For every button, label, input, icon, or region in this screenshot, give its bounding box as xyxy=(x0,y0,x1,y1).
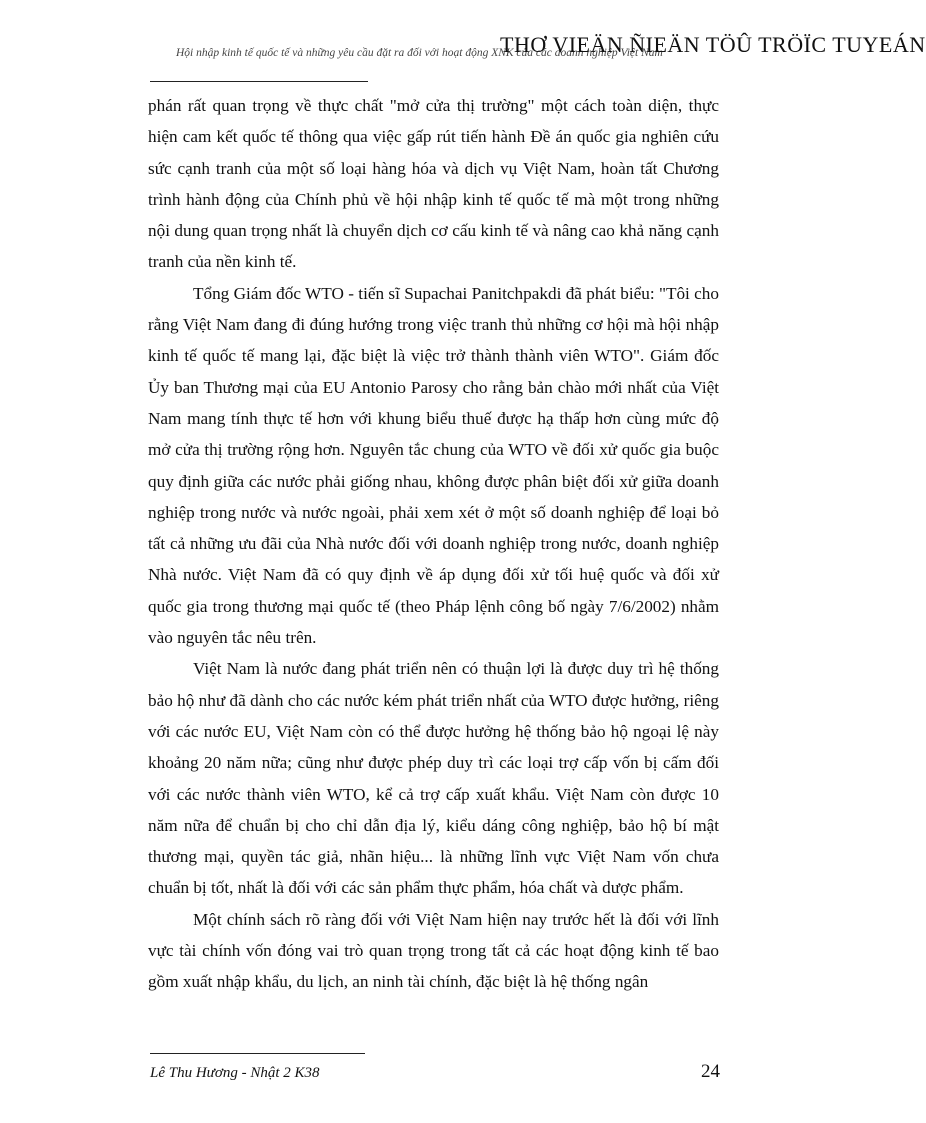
paragraph: Việt Nam là nước đang phát triển nên có thuận lợi là được duy trì hệ thống bảo hộ như đã dành cho các nước kém phát triển nhất của WTO được hưởng, riêng với các nước EU, Việt Nam còn có thể được hưởng hệ thống bảo hộ ngoại lệ này khoảng 20 năm nữa; cũng như được phép duy trì các loại trợ cấp vốn bị cấm đối với các nước thành viên WTO, kể cả trợ cấp xuất khẩu. Việt Nam còn được 10 năm nữa để chuẩn bị cho chỉ dẫn địa lý, kiểu dáng công nghiệp, bảo hộ bí mật thương mại, quyền tác giả, nhãn hiệu... là những lĩnh vực Việt Nam vốn chưa chuẩn bị tốt, nhất là đối với các sản phẩm thực phẩm, hóa chất và dược phẩm. xyxy=(148,659,719,898)
paragraph: Một chính sách rõ ràng đối với Việt Nam hiện nay trước hết là đối với lĩnh vực tài chính vốn đóng vai trò quan trọng trong tất cả các hoạt động kinh tế bao gồm xuất nhập khẩu, du lịch, an ninh tài chính, đặc biệt là hệ thống ngân xyxy=(148,909,719,992)
footer-divider xyxy=(150,1053,365,1054)
paragraph-continuation: phán rất quan trọng về thực chất "mở cửa thị trường" một cách toàn diện, thực hiện cam kết quốc tế thông qua việc gấp rút tiến hành Đề án quốc gia nghiên cứu sức cạnh tranh của một số loại hàng hóa và dịch vụ Việt Nam, hoàn tất Chương trình hành động của Chính phủ về hội nhập kinh tế quốc tế mà một trong những nội dung quan trọng nhất là chuyển dịch cơ cấu kinh tế và nâng cao khả năng cạnh tranh của nền kinh tế. xyxy=(148,96,719,272)
footer-author: Lê Thu Hương - Nhật 2 K38 xyxy=(150,1065,320,1081)
header-divider xyxy=(150,81,368,82)
page-number: 24 xyxy=(701,1061,720,1082)
document-body xyxy=(148,90,719,998)
library-watermark: THƠ VIEÄN ÑIEÄN TÖÛ TRÖÏC TUYEÁN xyxy=(500,32,926,57)
paragraph: Tổng Giám đốc WTO - tiến sĩ Supachai Panitchpakdi đã phát biểu: "Tôi cho rằng Việt Nam đang đi đúng hướng trong việc tranh thủ những cơ hội mà hội nhập kinh tế quốc tế mang lại, đặc biệt là việc trở thành thành viên WTO". Giám đốc Ủy ban Thương mại của EU Antonio Parosy cho rằng bản chào mới nhất của Việt Nam mang tính thực tế hơn với khung biểu thuế được hạ thấp hơn cùng mức độ mở cửa thị trường rộng hơn. Nguyên tắc chung của WTO về đối xử quốc gia buộc quy định giữa các nước phải giống nhau, không được phân biệt đối xử giữa doanh nghiệp trong nước và nước ngoài, phải xem xét ở một số doanh nghiệp để loại bỏ tất cả những ưu đãi của Nhà nước đối với doanh nghiệp trong nước, doanh nghiệp Nhà nước. Việt Nam đã có quy định về áp dụng đối xử tối huệ quốc và đối xử quốc gia trong thương mại quốc tế (theo Pháp lệnh công bố ngày 7/6/2002) nhằm vào nguyên tắc nêu trên. xyxy=(148,283,719,648)
running-header: Hội nhập kinh tế quốc tế và những yêu cầu đặt ra đối với hoạt động XNK của các doanh nghiệp Việt Nam xyxy=(176,47,663,59)
